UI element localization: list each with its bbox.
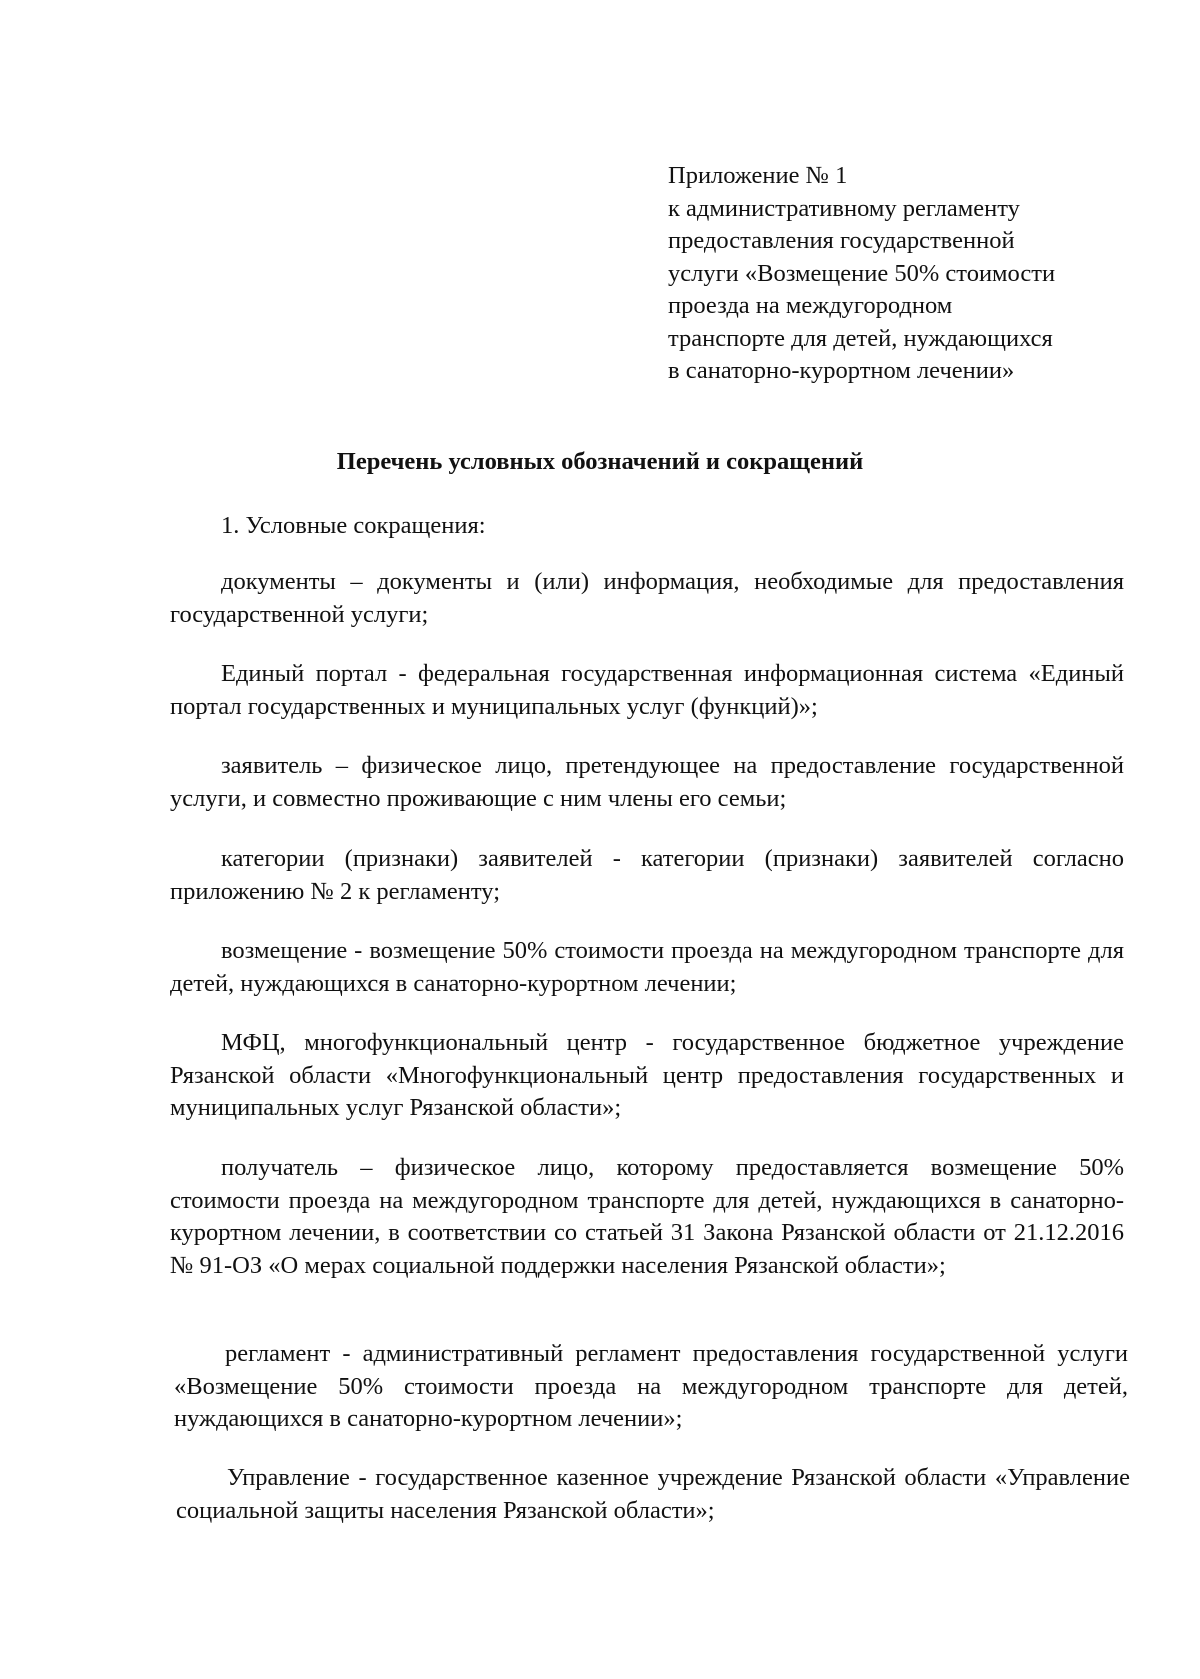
appendix-line: услуги «Возмещение 50% стоимости xyxy=(668,259,1056,287)
definition-recipient: получатель – физическое лицо, которому предоставляется возмещение 50% стоимости проезда на междугородном транспорте для детей, нуждающихся в санаторно-курортном лечении, в соответствии со статьей 31 Закона Рязанской области от 21.12.2016 № 91-ОЗ «О мерах социальной поддержки населения Рязанской области»; xyxy=(170,1154,1124,1279)
definition-unified-portal: Единый портал - федеральная государственная информационная система «Единый портал государственных и муниципальных услуг (функций)»; xyxy=(170,660,1124,720)
appendix-header xyxy=(668,160,1128,388)
definition-applicant-categories: категории (признаки) заявителей - категории (признаки) заявителей согласно приложению № 2 к регламенту; xyxy=(170,845,1124,905)
section-heading: 1. Условные сокращения: xyxy=(221,512,486,539)
document-title: Перечень условных обозначений и сокращений xyxy=(336,448,864,475)
definition-regulation: регламент - административный регламент предоставления государственной услуги «Возмещение 50% стоимости проезда на междугородном транспорте для детей, нуждающихся в санаторно-курортном лечении»; xyxy=(174,1340,1128,1432)
appendix-line: предоставления государственной xyxy=(668,227,1015,254)
appendix-line: в санаторно-курортном лечении» xyxy=(668,357,1015,384)
definition-applicant: заявитель – физическое лицо, претендующее на предоставление государственной услуги, и совместно проживающие с ним члены его семьи; xyxy=(170,752,1124,812)
appendix-line: Приложение № 1 xyxy=(668,162,848,189)
appendix-line: проезда на междугородном xyxy=(668,292,953,319)
definition-documents: документы – документы и (или) информация, необходимые для предоставления государственной услуги; xyxy=(170,568,1124,628)
definition-directorate: Управление - государственное казенное учреждение Рязанской области «Управление социальной защиты населения Рязанской области»; xyxy=(176,1464,1130,1524)
definition-compensation: возмещение - возмещение 50% стоимости проезда на междугородном транспорте для детей, нуждающихся в санаторно-курортном лечении; xyxy=(170,937,1124,997)
appendix-line: к административному регламенту xyxy=(668,194,1020,222)
appendix-line: транспорте для детей, нуждающихся xyxy=(668,324,1053,352)
definition-mfc: МФЦ, многофункциональный центр - государственное бюджетное учреждение Рязанской области «Многофункциональный центр предоставления государственных и муниципальных услуг Рязанской области»; xyxy=(170,1029,1124,1121)
